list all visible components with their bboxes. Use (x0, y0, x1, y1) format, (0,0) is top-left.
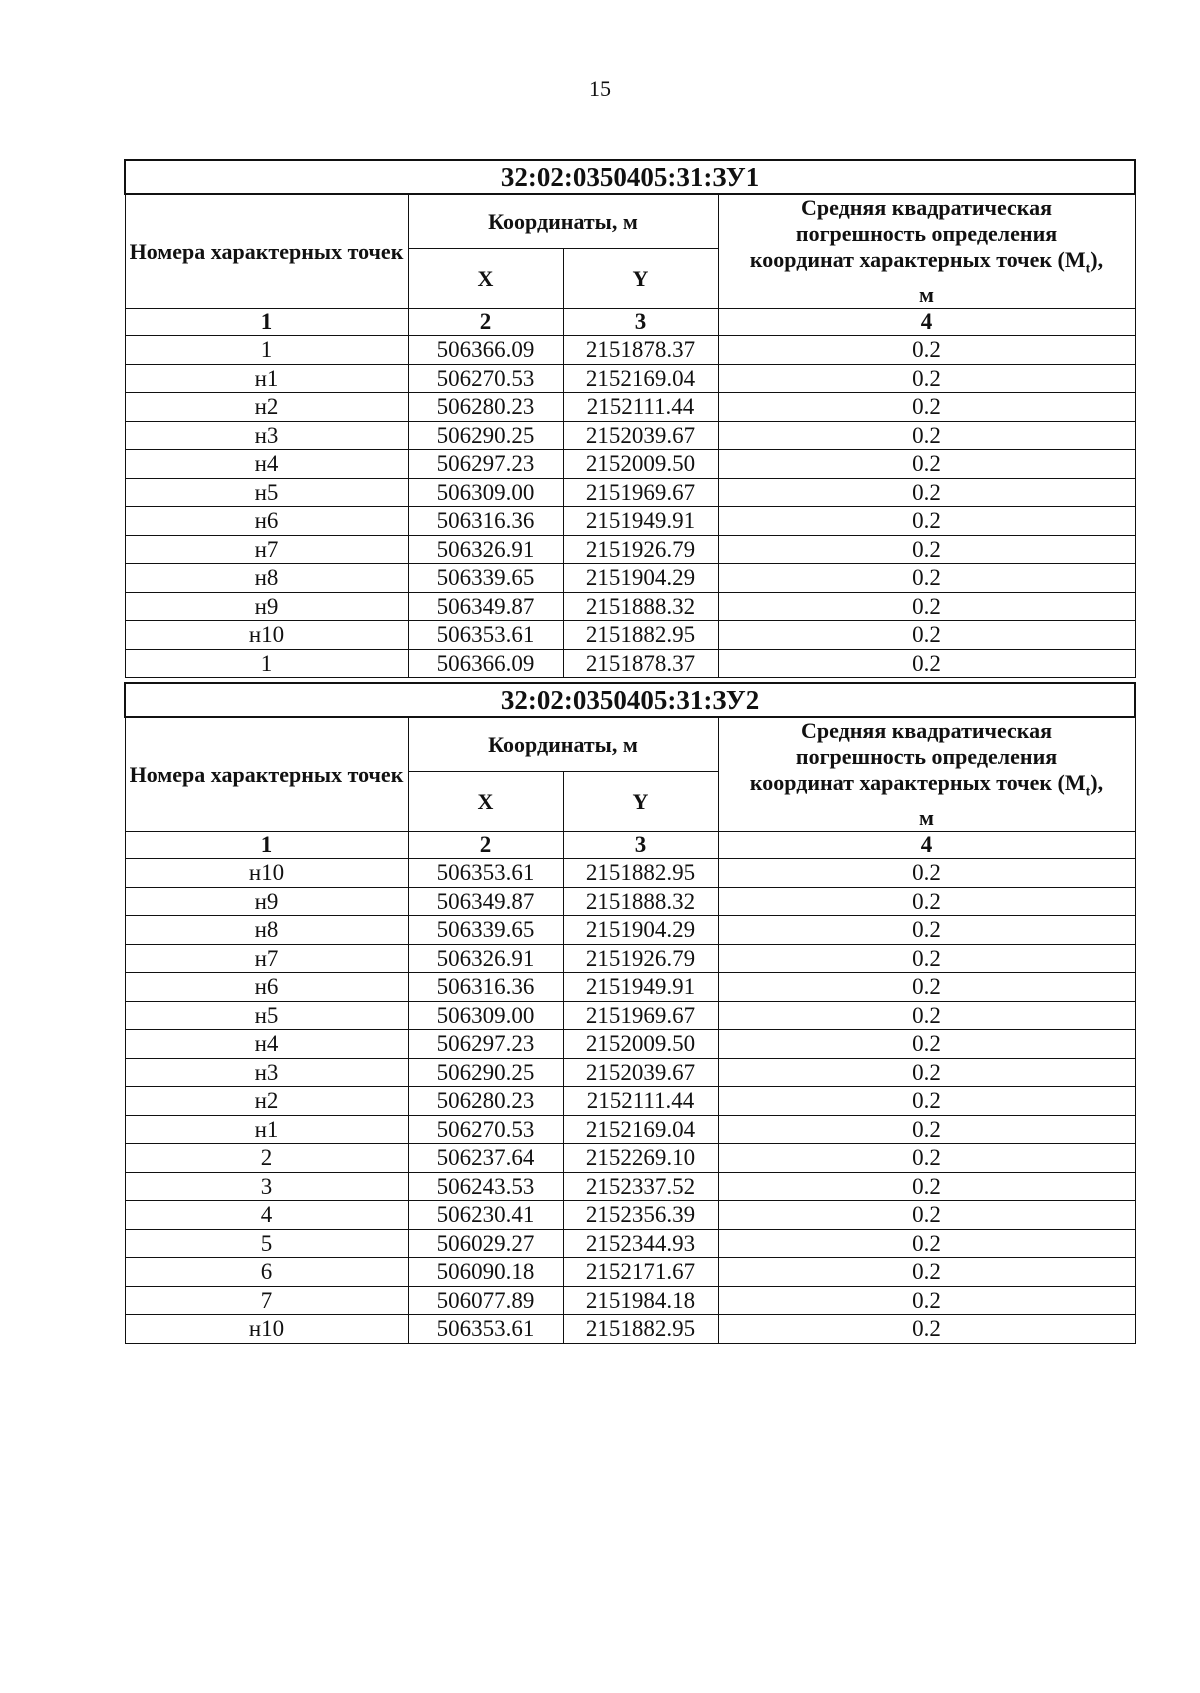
y-cell: 2151904.29 (563, 916, 718, 945)
col-index-4: 4 (718, 309, 1135, 336)
point-cell: н10 (125, 621, 408, 650)
error-cell: 0.2 (718, 859, 1135, 888)
y-cell: 2151949.91 (563, 507, 718, 536)
point-cell: 3 (125, 1172, 408, 1201)
x-cell: 506339.65 (408, 564, 563, 593)
point-cell: н4 (125, 450, 408, 479)
y-cell: 2151926.79 (563, 944, 718, 973)
y-cell: 2151878.37 (563, 336, 718, 365)
table-row (125, 1172, 1135, 1201)
point-cell: н8 (125, 564, 408, 593)
error-cell: 0.2 (718, 887, 1135, 916)
y-cell: 2151904.29 (563, 564, 718, 593)
y-cell: 2151888.32 (563, 592, 718, 621)
table-title: 32:02:0350405:31:ЗУ1 (125, 160, 1135, 194)
error-cell: 0.2 (718, 1087, 1135, 1116)
table-row (125, 1115, 1135, 1144)
x-cell: 506339.65 (408, 916, 563, 945)
point-cell: 4 (125, 1201, 408, 1230)
x-cell: 506309.00 (408, 1001, 563, 1030)
table-row (125, 1315, 1135, 1344)
col-index-4: 4 (718, 832, 1135, 859)
error-cell: 0.2 (718, 944, 1135, 973)
x-cell: 506230.41 (408, 1201, 563, 1230)
point-cell: н7 (125, 944, 408, 973)
point-cell: 1 (125, 336, 408, 365)
error-cell: 0.2 (718, 450, 1135, 479)
x-cell: 506366.09 (408, 336, 563, 365)
table-row (125, 336, 1135, 365)
y-cell: 2152009.50 (563, 1030, 718, 1059)
error-cell: 0.2 (718, 649, 1135, 678)
x-cell: 506243.53 (408, 1172, 563, 1201)
point-cell: н1 (125, 364, 408, 393)
error-cell: 0.2 (718, 1030, 1135, 1059)
table-row (125, 1001, 1135, 1030)
table-title: 32:02:0350405:31:ЗУ2 (125, 683, 1135, 717)
x-cell: 506353.61 (408, 1315, 563, 1344)
point-cell: н1 (125, 1115, 408, 1144)
y-cell: 2152344.93 (563, 1229, 718, 1258)
point-cell: н7 (125, 535, 408, 564)
header-coords: Координаты, м (408, 717, 718, 772)
table-row (125, 393, 1135, 422)
error-cell: 0.2 (718, 393, 1135, 422)
table-row (125, 1229, 1135, 1258)
point-cell: н2 (125, 393, 408, 422)
y-cell: 2151984.18 (563, 1286, 718, 1315)
header-x: X (408, 772, 563, 832)
y-cell: 2152171.67 (563, 1258, 718, 1287)
y-cell: 2152169.04 (563, 364, 718, 393)
y-cell: 2152039.67 (563, 1058, 718, 1087)
header-y: Y (563, 772, 718, 832)
table-row (125, 564, 1135, 593)
y-cell: 2152356.39 (563, 1201, 718, 1230)
x-cell: 506353.61 (408, 859, 563, 888)
error-cell: 0.2 (718, 1201, 1135, 1230)
table-row (125, 421, 1135, 450)
error-cell: 0.2 (718, 1229, 1135, 1258)
y-cell: 2151882.95 (563, 621, 718, 650)
y-cell: 2151969.67 (563, 1001, 718, 1030)
y-cell: 2152039.67 (563, 421, 718, 450)
y-cell: 2152111.44 (563, 1087, 718, 1116)
error-cell: 0.2 (718, 1058, 1135, 1087)
table-row (125, 973, 1135, 1002)
table-row (125, 1087, 1135, 1116)
x-cell: 506309.00 (408, 478, 563, 507)
table-row (125, 535, 1135, 564)
error-cell: 0.2 (718, 1258, 1135, 1287)
header-points: Номера характерных точек (125, 194, 408, 309)
point-cell: н6 (125, 507, 408, 536)
error-cell: 0.2 (718, 535, 1135, 564)
point-cell: 1 (125, 649, 408, 678)
table-row (125, 916, 1135, 945)
table-row (125, 364, 1135, 393)
table-row (125, 1286, 1135, 1315)
point-cell: н5 (125, 1001, 408, 1030)
point-cell: н4 (125, 1030, 408, 1059)
x-cell: 506077.89 (408, 1286, 563, 1315)
table-row (125, 621, 1135, 650)
error-cell: 0.2 (718, 507, 1135, 536)
point-cell: 6 (125, 1258, 408, 1287)
point-cell: н10 (125, 1315, 408, 1344)
table-row (125, 478, 1135, 507)
y-cell: 2152111.44 (563, 393, 718, 422)
point-cell: н6 (125, 973, 408, 1002)
error-cell: 0.2 (718, 621, 1135, 650)
table-row (125, 944, 1135, 973)
error-cell: 0.2 (718, 564, 1135, 593)
x-cell: 506270.53 (408, 1115, 563, 1144)
header-y: Y (563, 249, 718, 309)
table-row (125, 649, 1135, 678)
table-row (125, 450, 1135, 479)
x-cell: 506316.36 (408, 507, 563, 536)
error-cell: 0.2 (718, 364, 1135, 393)
header-error: Средняя квадратическая погрешность определения координат характерных точек $(M_t)$, м (718, 717, 1135, 832)
y-cell: 2152269.10 (563, 1144, 718, 1173)
point-cell: н10 (125, 859, 408, 888)
x-cell: 506290.25 (408, 421, 563, 450)
point-cell: н9 (125, 887, 408, 916)
point-cell: 7 (125, 1286, 408, 1315)
error-cell: 0.2 (718, 336, 1135, 365)
y-cell: 2151878.37 (563, 649, 718, 678)
y-cell: 2152009.50 (563, 450, 718, 479)
point-cell: н3 (125, 1058, 408, 1087)
x-cell: 506029.27 (408, 1229, 563, 1258)
point-cell: н5 (125, 478, 408, 507)
header-error: Средняя квадратическая погрешность определения координат характерных точек $(M_t)$, м (718, 194, 1135, 309)
x-cell: 506316.36 (408, 973, 563, 1002)
col-index-3: 3 (563, 309, 718, 336)
error-cell: 0.2 (718, 421, 1135, 450)
col-index-3: 3 (563, 832, 718, 859)
x-cell: 506280.23 (408, 1087, 563, 1116)
point-cell: н9 (125, 592, 408, 621)
coordinates-table-zu2 (124, 682, 1136, 1344)
x-cell: 506270.53 (408, 364, 563, 393)
table-row (125, 1144, 1135, 1173)
error-cell: 0.2 (718, 1315, 1135, 1344)
x-cell: 506353.61 (408, 621, 563, 650)
header-x: X (408, 249, 563, 309)
x-cell: 506366.09 (408, 649, 563, 678)
error-cell: 0.2 (718, 1172, 1135, 1201)
error-cell: 0.2 (718, 1144, 1135, 1173)
y-cell: 2152337.52 (563, 1172, 718, 1201)
table-row (125, 887, 1135, 916)
y-cell: 2151926.79 (563, 535, 718, 564)
table-row (125, 1258, 1135, 1287)
y-cell: 2151882.95 (563, 859, 718, 888)
x-cell: 506297.23 (408, 450, 563, 479)
x-cell: 506280.23 (408, 393, 563, 422)
header-coords: Координаты, м (408, 194, 718, 249)
col-index-1: 1 (125, 309, 408, 336)
point-cell: н3 (125, 421, 408, 450)
y-cell: 2151949.91 (563, 973, 718, 1002)
table-row (125, 1058, 1135, 1087)
error-cell: 0.2 (718, 1001, 1135, 1030)
x-cell: 506349.87 (408, 592, 563, 621)
table-row (125, 1201, 1135, 1230)
y-cell: 2151888.32 (563, 887, 718, 916)
error-cell: 0.2 (718, 1115, 1135, 1144)
error-cell: 0.2 (718, 916, 1135, 945)
point-cell: 2 (125, 1144, 408, 1173)
header-points: Номера характерных точек (125, 717, 408, 832)
point-cell: 5 (125, 1229, 408, 1258)
col-index-2: 2 (408, 309, 563, 336)
table-row (125, 592, 1135, 621)
y-cell: 2152169.04 (563, 1115, 718, 1144)
page-number: 15 (589, 76, 611, 101)
point-cell: н8 (125, 916, 408, 945)
col-index-2: 2 (408, 832, 563, 859)
x-cell: 506090.18 (408, 1258, 563, 1287)
error-cell: 0.2 (718, 478, 1135, 507)
y-cell: 2151969.67 (563, 478, 718, 507)
coordinates-table-zu1 (124, 159, 1136, 678)
error-cell: 0.2 (718, 1286, 1135, 1315)
x-cell: 506297.23 (408, 1030, 563, 1059)
x-cell: 506349.87 (408, 887, 563, 916)
table-row (125, 1030, 1135, 1059)
x-cell: 506237.64 (408, 1144, 563, 1173)
y-cell: 2151882.95 (563, 1315, 718, 1344)
x-cell: 506290.25 (408, 1058, 563, 1087)
table-row (125, 507, 1135, 536)
error-cell: 0.2 (718, 592, 1135, 621)
error-cell: 0.2 (718, 973, 1135, 1002)
x-cell: 506326.91 (408, 535, 563, 564)
col-index-1: 1 (125, 832, 408, 859)
point-cell: н2 (125, 1087, 408, 1116)
x-cell: 506326.91 (408, 944, 563, 973)
table-row (125, 859, 1135, 888)
